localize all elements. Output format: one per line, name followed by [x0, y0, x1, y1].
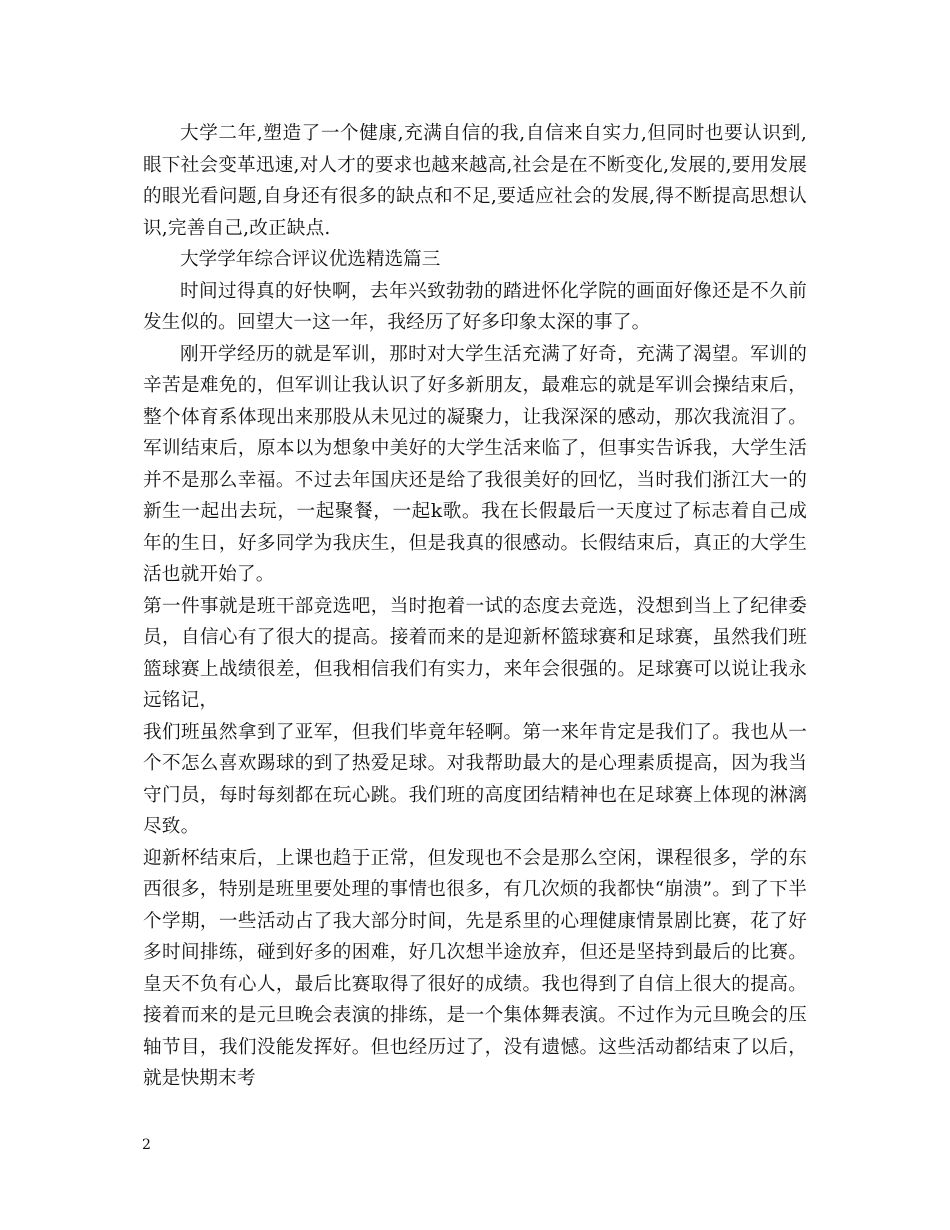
section-heading: 大学学年综合评议优选精选篇三: [180, 249, 441, 270]
document-body: [143, 118, 807, 1095]
paragraph-class-election: 第一件事就是班干部竞选吧，当时抱着一试的态度去竞选，没想到当上了纪律委员，自信心有了很大的提高。接着而来的是迎新杯篮球赛和足球赛，虽然我们班篮球赛上战绩很差，但我相信我们有实力，来年会很强的。足球赛可以说让我永远铭记，: [143, 595, 807, 711]
paragraph-second-year: 大学二年,塑造了一个健康,充满自信的我,自信来自实力,但同时也要认识到,眼下社会变革迅速,对人才的要求也越来越高,社会是在不断变化,发展的,要用发展的眼光看问题,自身还有很多的缺点和不足,要适应社会的发展,得不断提高思想认识,完善自己,改正缺点.: [143, 123, 807, 239]
paragraph-military-training: 刚开学经历的就是军训，那时对大学生活充满了好奇，充满了渴望。军训的辛苦是难免的，但军训让我认识了好多新朋友，最难忘的就是军训会操结束后，整个体育系体现出来那股从未见过的凝聚力，让我深深的感动，那次我流泪了。军训结束后，原本以为想象中美好的大学生活来临了，但事实告诉我，大学生活并不是那么幸福。不过去年国庆还是给了我很美好的回忆，当时我们浙江大一的新生一起出去玩，一起聚餐，一起k歌。我在长假最后一天度过了标志着自己成年的生日，好多同学为我庆生，但是我真的很感动。长假结束后，真正的大学生活也就开始了。: [143, 343, 807, 585]
paragraph-activities: 迎新杯结束后，上课也趋于正常，但发现也不会是那么空闲，课程很多，学的东西很多，特别是班里要处理的事情也很多，有几次烦的我都快“崩溃”。到了下半个学期，一些活动占了我大部分时间，先是系里的心理健康情景剧比赛，花了好多时间排练，碰到好多的困难，好几次想半途放弃，但还是坚持到最后的比赛。皇天不负有心人，最后比赛取得了很好的成绩。我也得到了自信上很大的提高。接着而来的是元旦晚会表演的排练，是一个集体舞表演。不过作为元旦晚会的压轴节目，我们没能发挥好。但也经历过了，没有遗憾。这些活动都结束了以后，就是快期末考: [143, 847, 807, 1089]
paragraph-football: 我们班虽然拿到了亚军，但我们毕竟年轻啊。第一来年肯定是我们了。我也从一个不怎么喜欢踢球的到了热爱足球。对我帮助最大的是心理素质提高，因为我当守门员，每时每刻都在玩心跳。我们班的高度团结精神也在足球赛上体现的淋漓尽致。: [143, 721, 807, 837]
paragraph-time-flies: 时间过得真的好快啊，去年兴致勃勃的踏进怀化学院的画面好像还是不久前发生似的。回望大一这一年，我经历了好多印象太深的事了。: [143, 280, 807, 333]
page-number: 2: [142, 1137, 151, 1153]
